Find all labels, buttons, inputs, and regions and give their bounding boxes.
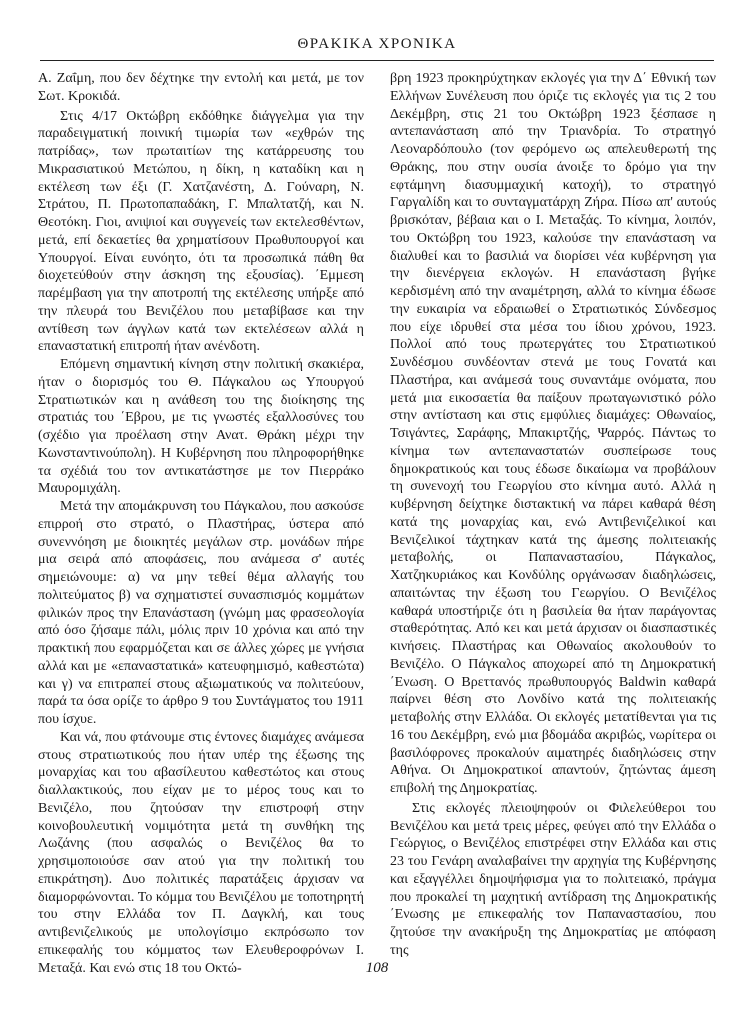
paragraph: Α. Ζαΐμη, που δεν δέχτηκε την εντολή και μετά, με τον Σωτ. Κροκιδά. xyxy=(38,71,364,104)
paragraph: Στις 4/17 Οκτώβρη εκδόθηκε διάγγελμα για την παραδειγματική ποινική τιμωρία των «εχθρών της πατρίδας», των πρωταιτίων της κατάρρευσης του Μικρασιατικού Μετώπου, η δίκη, η καταδίκη και η εκτέλεση των έξι (Γ. Χατζανέστη, Δ. Γούναρη, Ν. Στράτου, Π. Πρωτοπαπαδάκη, Γ. Μπαλτατζή, και Ν. Θεοτόκη. Γιοι, ανιψιοί και συγγενείς των εκτελεσθέντων, μετά, επί δεκαετίες θα χρηματίσουν Πρωθυπουργοί και Υπουργοί. Είναι ευνόητο, ότι τα προσωπικά πάθη θα διοχετεύθούν στην άσκηση της εξουσίας). ΄Εμμεση παρέμβαση για την αποτροπή της εκτέλεσης υπήρξε από την πλευρά του Βενιζέλου που μεταβίβασε και την αντίθεση των άγγλων κατά των εκτελέσεων αλλά η επαναστατική επιτροπή ήταν ανένδοτη. xyxy=(38,108,364,355)
header-rule xyxy=(40,60,714,61)
page-number: 108 xyxy=(365,960,389,976)
paragraph: βρη 1923 προκηρύχτηκαν εκλογές για την Δ΄ Εθνική των Ελλήνων Συνέλευση που όριζε τις εκλογές για τις 2 του Δεκέμβρη, στις 21 του Οκτώβρη 1923 ξέσπασε η αντεπανάσταση από την Τριανδρία. Το στρατηγό Λεοναρδόπουλο (τον φερόμενο ως απελευθερωτή της Θράκης, που στην ουσία άνοιξε το δρόμο για την εφτάμηνη διασυμμαχική κατοχή), το στρατηγό Γαργαλίδη και το συνταγματάρχη Ζήρα. Πίσω απ' αυτούς βρισκόταν, βέβαια και ο Ι. Μεταξάς. Το κίνημα, λοιπόν, του Οκτώβρη του 1923, καλούσε την επανάσταση να διαλυθεί και το βασιλιά να διορίσει νέα κυβέρνηση για την διενέργεια εκλογών. Η επανάσταση βγήκε κερδισμένη από την αναμέτρηση, αλλά το κίνημα έδωσε την ευκαιρία να εδραιωθεί ο Στρατιωτικός Σύνδεσμος που είχε ιδρυθεί στα μέσα του ίδιου χρόνου, 1923. Πολλοί από τους πρωτεργάτες του Στρατιωτικού Συνδέσμου συνδέονταν στενά με τους Γονατά και Πλαστήρα, και ανάμεσά τους συναντάμε ονόματα, που μετά μια εικοσαετία θα παίξουν πρωταγωνιστικό ρόλο στην αντίσταση και στις εμφύλιες διαμάχες: Οθωναίος, Τσιγάντες, Σαράφης, Μπακιρτζής, Ψαρρός. Πάντως το κίνημα των αντεπαναστατών συσπείρωσε τους δημοκρατικούς και τους έδωσε δικαίωμα να προβάλουν τη συνενοχή του Γεωργίου στο κίνημα αυτό. Αλλά η κυβέρνηση δείχτηκε διστακτική να πάρει καθαρά θέση κατά της μοναρχίας και, ενώ Αντιβενιζελικοί και Βενιζελικοί τάχτηκαν κατά της άμεσης πολιτειακής μεταβολής, οι Παπαναστασίου, Πάγκαλος, Χατζηκυριάκος και Κονδύλης οργάνωσαν διαδηλώσεις, απαιτώντας την έξωση του Γεωργίου. Ο Βενιζέλος καθαρά υποστήριζε ότι η βασιλεία θα ήταν παράγοντας σταθερότητας. Από κει και μετά άρχισαν οι διασπαστικές κινήσεις. Πλαστήρας και Οθωναίος ακολουθούν το Βενιζέλο. Ο Πάγκαλος αποχωρεί από τη Δημοκρατική ΄Ενωση. Ο Βρεττανός πρωθυπουργός Baldwin καθαρά παίρνει θέση στο Λονδίνο κατά της πολιτειακής μεταβολής στην Ελλάδα. Οι εκλογές μετατίθενται για τις 16 του Δεκέμβρη, ενώ μια βδομάδα ακριβώς, νωρίτερα οι βασιλόφρονες προκαλούν αιματηρές διαδηλώσεις στην Αθήνα. Οι Δημοκρατικοί απαντούν, ζητώντας άμεση επιβολή της Δημοκρατίας. xyxy=(390,71,716,796)
paragraph: Και νά, που φτάνουμε στις έντονες διαμάχες ανάμεσα στους στρατιωτικούς που ήταν υπέρ της έξωσης της μοναρχίας και του αβασίλευτου καθεστώτος και στους διαλλακτικούς, που είχαν με το μέρος τους και το Βενιζέλο, που ζητούσαν την επιστροφή στην κοινοβουλευτική νομιμότητα μετά τη συνθήκη της Λωζάνης (που ασφαλώς ο Βενιζέλος θα το χρησιμοποιούσε σαν ατού για την πολιτική του επικράτηση). Δυο πολιτικές παρατάξεις άρχισαν να διαμορφώνονται. Το κόμμα του Βενιζέλου με τοποτηρητή του στην Ελλάδα τον Π. Δαγκλή, και τους αντιβενιζελικούς με υπολογίσιμο εκπρόσωπο τον επικεφαλής του κόμματος των Ελευθεροφρόνων Ι. Μεταξά. Και ενώ στις 18 του Οκτώ- xyxy=(38,729,364,976)
left-column xyxy=(38,70,364,977)
paragraph: Μετά την απομάκρυνση του Πάγκαλου, που ασκούσε επιρροή στο στρατό, ο Πλαστήρας, ύστερα από συνεννόηση με διοικητές μεγάλων στρ. μονάδων πήρε μια σειρά από αποφάσεις, που ανάμεσα σ' αυτές σημειώνουμε: α) να μην τεθεί θέμα αλλαγής του πολιτεύματος β) να σχηματιστεί συνασπισμός κομμάτων φιλικών προς την Επανάσταση (γνώμη μας φρασεολογία από όσο ζήσαμε πάλι, μόλις πριν 10 χρόνια και από την πρακτική που εφαρμόζεται και σε άλλες χώρες με γνήσια αλλά και με «επαναστατικά» κατευφημισμό, καθεστώτα) και γ) να επιτραπεί στους αξιωματικούς να πολιτεύουν, παρά τα όσα ορίζε το άρθρο 9 του Συντάγματος του 1911 που ίσχυε. xyxy=(38,499,364,727)
paragraph: Επόμενη σημαντική κίνηση στην πολιτική σκακιέρα, ήταν ο διορισμός του Θ. Πάγκαλου ως Υπουργού Στρατιωτικών και η ανάθεση του της διοίκησης της στρατιάς του ΄Εβρου, με τις γνωστές εξαλλοσύνες του (σχέδιο για προέλαση στην Ανατ. Θράκη μέχρι την Κωνσταντινούπολη). Η Κυβέρνηση που πληροφορήθηκε τα σχέδιά του τον αντικατάστησε με τον Πιερράκο Μαυρομιχάλη. xyxy=(38,357,364,497)
paragraph: Στις εκλογές πλειοψηφούν οι Φιλελεύθεροι του Βενιζέλου και μετά τρεις μέρες, φεύγει από την Ελλάδα ο Γεώργιος, ο Βενιζέλος επιστρέφει στην Ελλάδα και στις 23 του Γενάρη αναλαβαίνει την αρχηγία της Κυβέρνησης και εξαγγέλλει δημοψήφισμα για το πολιτειακό, πράγμα που προκαλεί τη μαχητική αντίδραση της Δημοκρατικής ΄Ενωσης με επικεφαλής τον Παπαναστασίου, που ζητούσε την ανακήρυξη της Δημοκρατίας με απόφαση της xyxy=(390,800,716,958)
running-title: ΘΡΑΚΙΚΑ ΧΡΟΝΙΚΑ xyxy=(297,36,457,52)
right-column xyxy=(390,70,716,960)
